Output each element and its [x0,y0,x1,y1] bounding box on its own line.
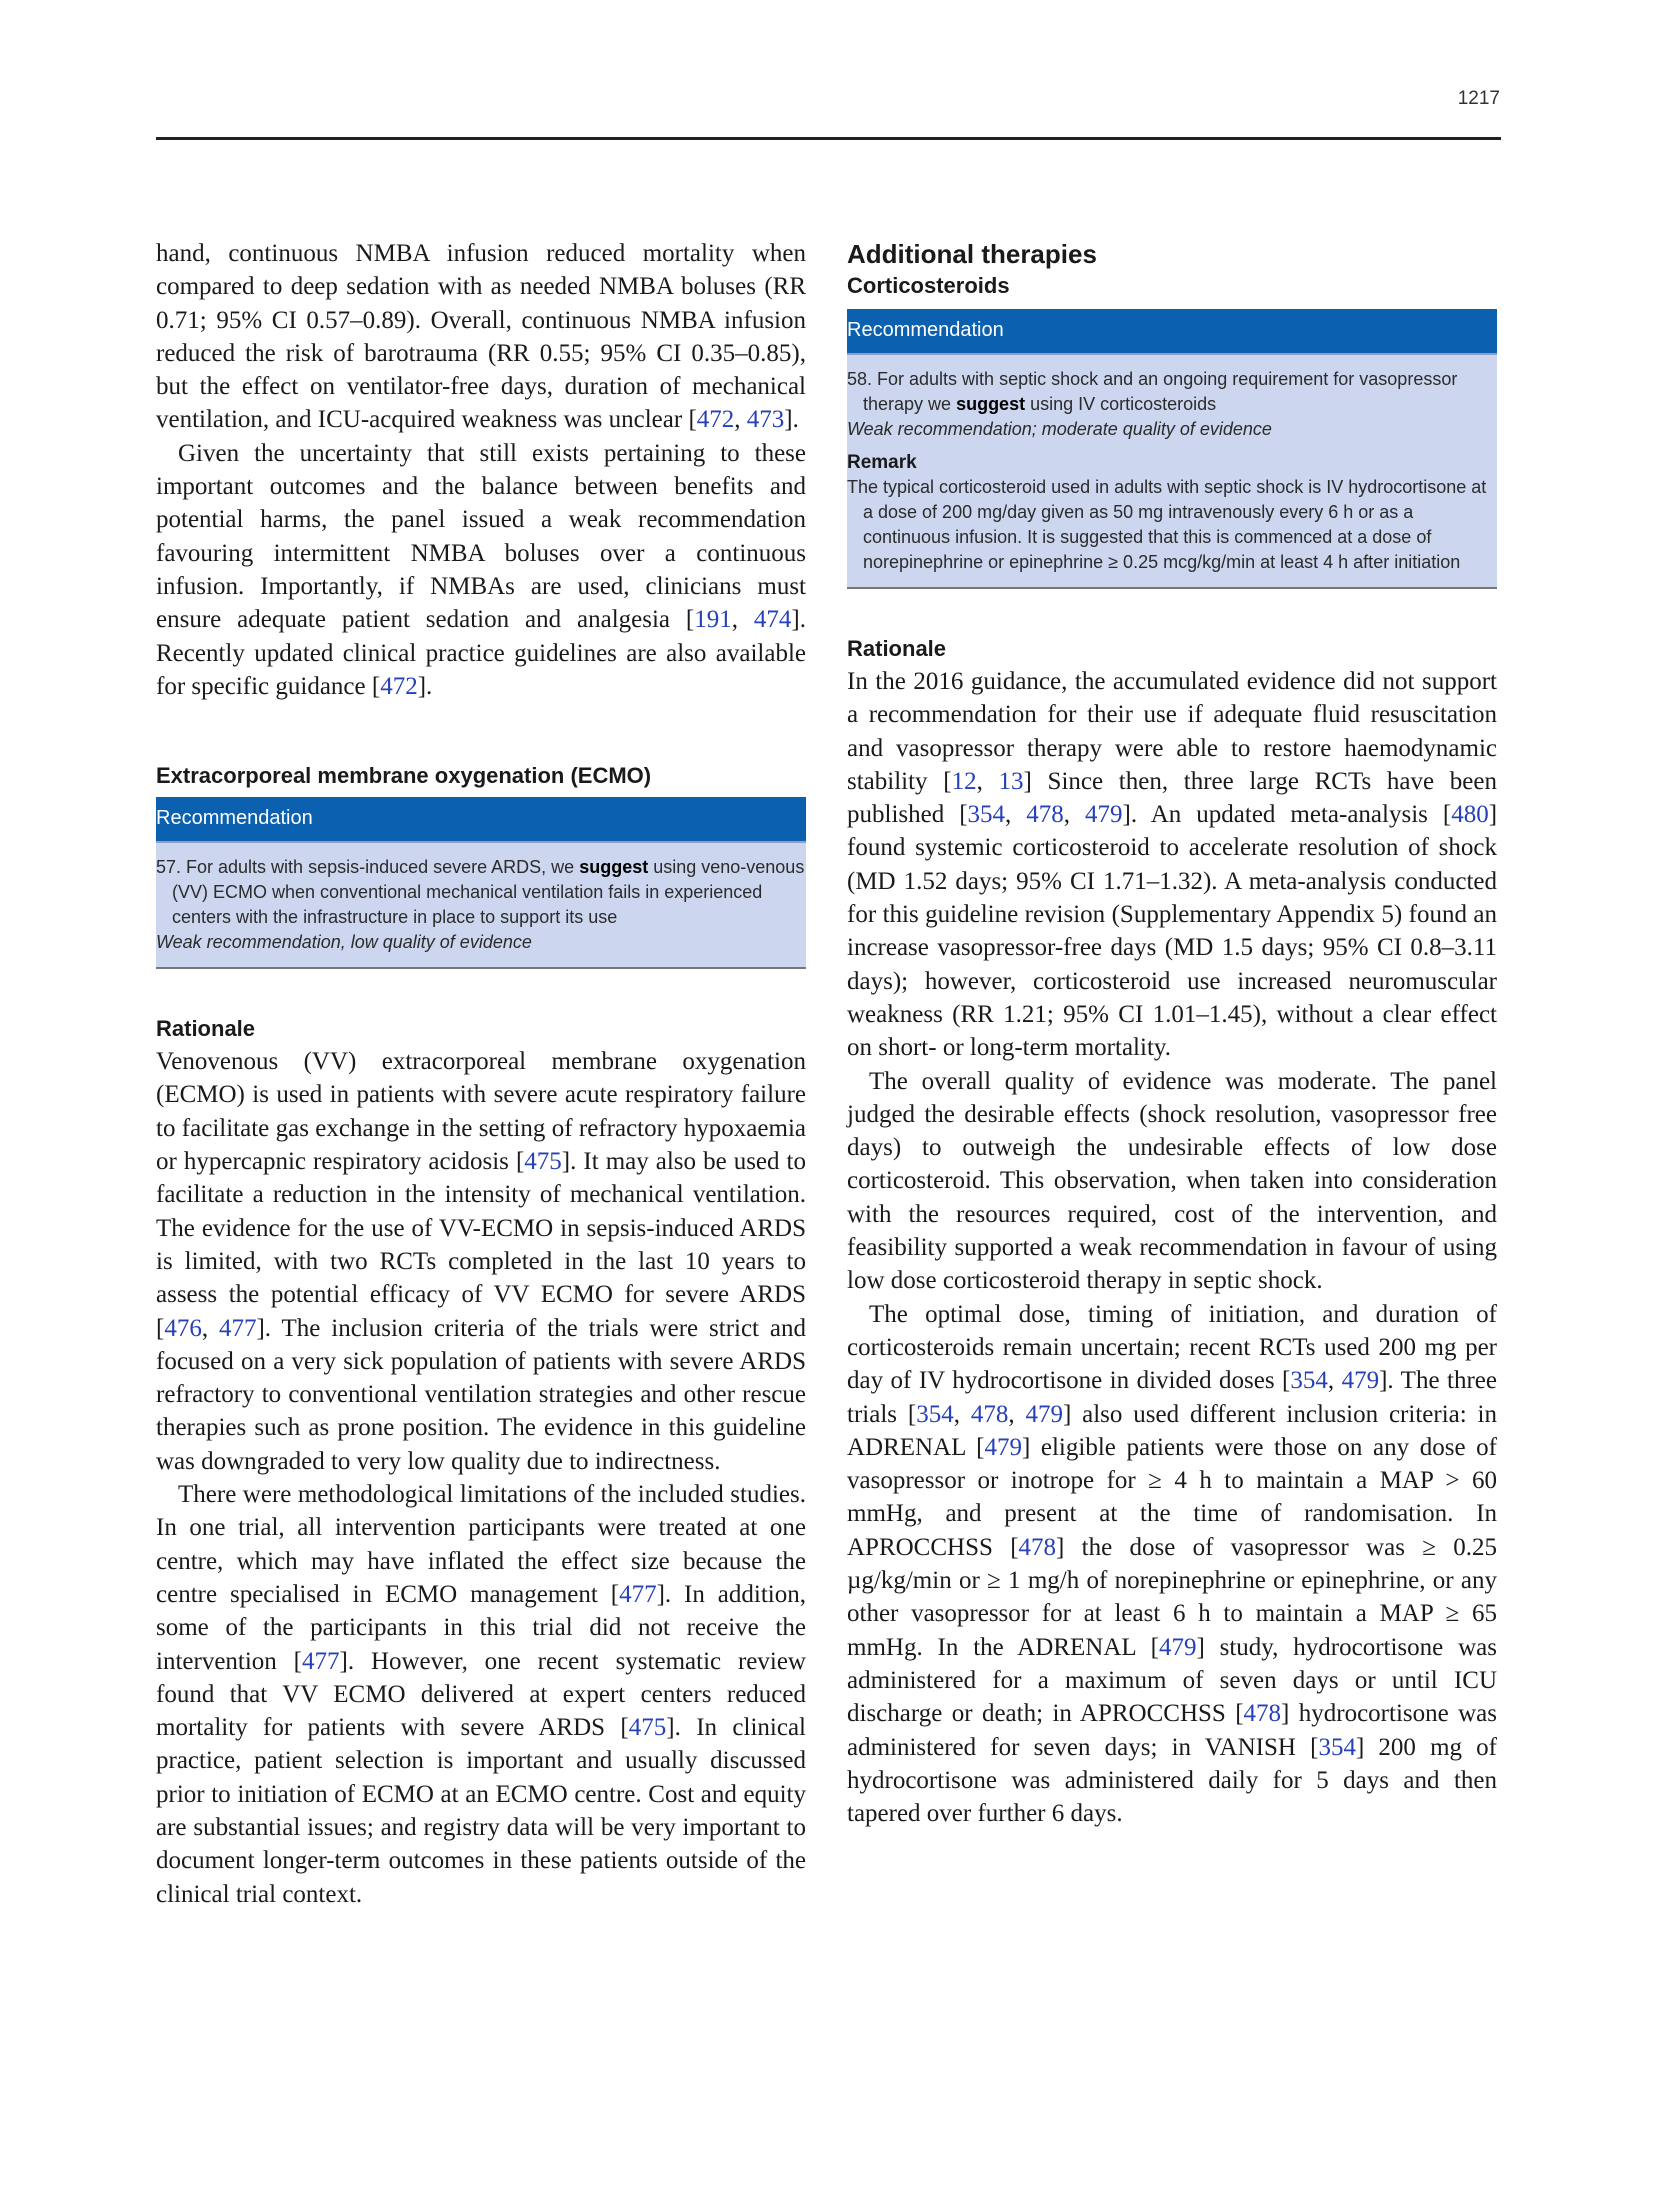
citation-link[interactable]: 354 [916,1400,954,1428]
citation-link[interactable]: 475 [628,1714,667,1742]
citation-link[interactable]: 354 [1290,1367,1328,1395]
paragraph [156,237,806,437]
text-run: ]. [417,672,433,700]
text-run: , [1327,1367,1342,1395]
citation-link[interactable]: 478 [1243,1700,1282,1728]
citation-link[interactable]: 354 [1318,1733,1356,1761]
text-run: , [976,767,999,795]
text-run: ]. In addition, some of the participants in this trial did not receive the intervention [ [156,1580,806,1675]
citation-link[interactable]: 472 [696,406,735,434]
text-run: , [1063,801,1086,829]
citation-link[interactable]: 477 [619,1580,657,1608]
paragraph [847,1298,1497,1831]
citation-link[interactable]: 191 [694,606,732,634]
rationale-heading: Rationale [156,1016,256,1042]
rationale-heading: Rationale [847,636,947,661]
citation-link[interactable]: 477 [218,1314,257,1342]
text-run: , [1008,1400,1026,1428]
text-run: ]. An updated meta-analysis [ [1122,801,1452,829]
remark-text: The typical corticosteroid used in adults with septic shock is IV hydrocortisone at a dose of 200 mg/day given as 50 mg intravenously every 6 h or as a continuous infusion. It is suggested that this is commenced at a dose of norepinephrine or epinephrine ≥ 0.25 mcg/kg/min at least 4 h after initiation [847,477,1487,572]
paragraph [156,1478,806,1911]
text-run: , [734,406,747,434]
recommendation-box [156,797,806,969]
text-run: ]. However, one recent systematic review found that VV ECMO delivered at expert centers reduced mortality for patients with severe ARDS [ [156,1647,806,1742]
subsection-heading-corticosteroids: Corticosteroids [847,273,1010,298]
citation-link[interactable]: 473 [746,406,785,434]
citation-link[interactable]: 477 [302,1647,340,1675]
text-run: The overall quality of evidence was moderate. The panel judged the desirable effects (shock resolution, vasopressor free days) to outweigh the undesirable effects of low dose corticosteroid. This observation, when taken into consideration with the resources required, cost of the intervention, and feasibility supported a weak recommendation in favour of using low dose corticosteroid therapy in septic shock. [847,1067,1497,1295]
recommendation-strength: Weak recommendation, low quality of evidence [156,932,532,953]
citation-link[interactable]: 480 [1451,801,1489,829]
recommendation-header: Recommendation [156,797,806,841]
citation-link[interactable]: 354 [967,801,1006,829]
citation-link[interactable]: 479 [1025,1400,1063,1428]
citation-link[interactable]: 474 [753,606,792,634]
text-run: In the 2016 guidance, the accumulated evidence did not support a recommendation for their use if adequate fluid resuscitation and vasopressor therapy were able to restore haemodynamic stability [ [847,668,1497,795]
text-run: ] the dose of vasopressor was ≥ 0.25 µg/kg/min or ≥ 1 mg/h of norepinephrine or epinephrine, or any other vasopressor for at least 6 h to maintain a MAP ≥ 65 mmHg. In the ADRENAL [ [847,1533,1497,1661]
text-run: , [731,606,754,634]
citation-link[interactable]: 476 [164,1314,202,1342]
recommendation-strength: Weak recommendation; moderate quality of evidence [847,419,1272,439]
text-run: Given the uncertainty that still exists pertaining to these important outcomes and the balance between benefits and potential harms, the panel issued a weak recommendation favouring intermittent NMBA boluses over a continuous infusion. Importantly, if NMBAs are used, clinicians must ensure adequate patient sedation and analgesia [ [156,439,806,634]
citation-link[interactable]: 478 [1026,801,1064,829]
header-rule [156,137,1501,140]
citation-link[interactable]: 478 [970,1400,1009,1428]
text-run: , [953,1400,971,1428]
citation-link[interactable]: 479 [984,1433,1022,1461]
text-run: ] hydrocortisone was administered for seven days; in VANISH [ [847,1700,1497,1761]
text-run: ] Since then, three large RCTs have been published [ [847,767,1498,829]
recommendation-body [156,843,806,967]
text-run: ]. [784,406,799,434]
right-column [847,237,1497,1830]
text-run: ] eligible patients were those on any dose of vasopressor or inotrope for ≥ 4 h to maintain a MAP > 60 mmHg, and present at the time of randomisation. In APROCCHSS [ [847,1433,1497,1561]
text-run: hand, continuous NMBA infusion reduced mortality when compared to deep sedation with as needed NMBA boluses (RR 0.71; 95% CI 0.57–0.89). Overall, continuous NMBA infusion reduced the risk of barotrauma (RR 0.55; 95% CI 0.35–0.85), but the effect on ventilator-free days, duration of mechanical ventilation, and ICU-acquired weakness was unclear [ [156,240,806,434]
citation-link[interactable]: 479 [1085,801,1123,829]
recommendation-header: Recommendation [847,309,1497,353]
remark-title: Remark [847,452,917,473]
citation-link[interactable]: 479 [1158,1633,1197,1661]
recommendation-text: 57. For adults with sepsis-induced severe ARDS, we suggest using veno-venous (VV) ECMO when conventional mechanical ventilation fails in experienced centers with the infrastructure in place to support its use [156,857,805,928]
text-run: ]. It may also be used to facilitate a reduction in the intensity of mechanical ventilation. The evidence for the use of VV-ECMO in sepsis-induced ARDS is limited, with two RCTs completed in the last 10 years to assess the potential efficacy of VV ECMO for severe ARDS [ [156,1148,807,1342]
citation-link[interactable]: 13 [998,767,1024,795]
text-run: There were methodological limitations of the included studies. In one trial, all intervention participants were treated at one centre, which may have inflated the effect size because the centre specialised in ECMO management [ [156,1481,806,1608]
page-number: 1217 [1457,88,1500,109]
text-run: , [1005,801,1027,829]
citation-link[interactable]: 479 [1341,1367,1380,1395]
citation-link[interactable]: 475 [524,1148,562,1176]
left-column [156,237,806,1911]
section-heading-additional-therapies: Additional therapies [847,239,1097,269]
paragraph [156,1045,806,1478]
recommendation-box [847,309,1497,589]
citation-link[interactable]: 12 [951,767,977,795]
text-run: ]. Recently updated clinical practice guidelines are also available for specific guidance [ [156,606,806,700]
text-run: , [201,1314,219,1342]
paragraph [156,437,806,703]
text-run: ]. In clinical practice, patient selection is important and usually discussed prior to initiation of ECMO at an ECMO centre. Cost and equity are substantial issues; and registry data will be very important to document longer-term outcomes in these patients outside of the clinical trial context. [156,1714,806,1908]
paragraph [847,665,1497,1065]
text-run: ] study, hydrocortisone was administered for a maximum of seven days or until ICU discharge or death; in APROCCHSS [ [847,1633,1497,1728]
text-run: ]. The three trials [ [847,1367,1497,1428]
text-run: ]. The inclusion criteria of the trials were strict and focused on a very sick population of patients with severe ARDS refractory to conventional ventilation strategies and other rescue therapies such as prone position. The evidence in this guideline was downgraded to very low quality due to indirectness. [156,1314,806,1475]
citation-link[interactable]: 472 [380,672,418,700]
paragraph [847,1065,1497,1298]
text-run: ] found systemic corticosteroid to accelerate resolution of shock (MD 1.52 days; 95% CI 1.71–1.32). A meta-analysis conducted for this guideline revision (Supplementary Appendix 5) found an increase vasopressor-free days (MD 1.5 days; 95% CI 0.8–3.11 days); however, corticosteroid use increased neuromuscular weakness (RR 1.21; 95% CI 1.01–1.45), without a clear effect on short- or long-term mortality. [847,801,1498,1062]
citation-link[interactable]: 478 [1018,1533,1057,1561]
recommendation-text: 58. For adults with septic shock and an ongoing requirement for vasopressor therapy we suggest using IV corticosteroids [847,369,1458,414]
text-run: The optimal dose, timing of initiation, and duration of corticosteroids remain uncertain; recent RCTs used 200 mg per day of IV hydrocortisone in divided doses [ [847,1300,1497,1395]
section-heading-ecmo: Extracorporeal membrane oxygenation (ECMO) [156,763,652,789]
text-run: ] also used different inclusion criteria: in ADRENAL [ [847,1400,1497,1461]
text-run: Venovenous (VV) extracorporeal membrane oxygenation (ECMO) is used in patients with severe acute respiratory failure to facilitate gas exchange in the setting of refractory hypoxaemia or hypercapnic respiratory acidosis [ [156,1048,806,1176]
recommendation-body [847,355,1497,587]
text-run: ] 200 mg of hydrocortisone was administered daily for 5 days and then tapered over further 6 days. [847,1733,1497,1828]
